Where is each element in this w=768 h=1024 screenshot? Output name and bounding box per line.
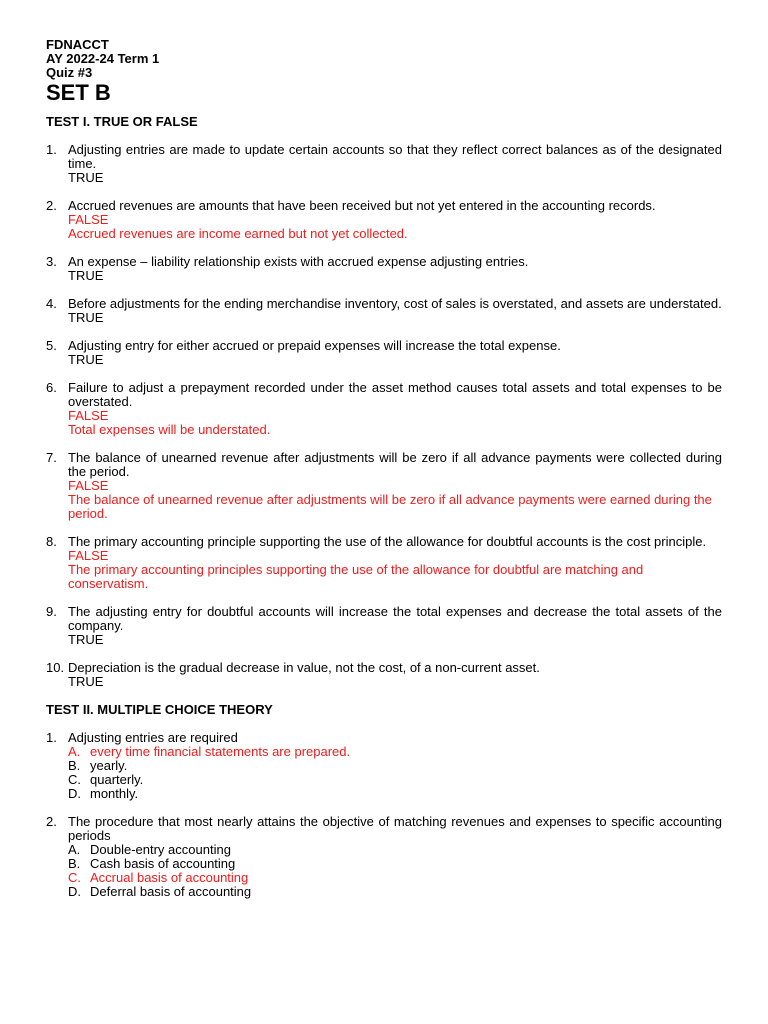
item-number: 10. — [46, 660, 65, 675]
item-number: 2. — [46, 814, 57, 829]
tf-item — [46, 661, 722, 689]
option-letter: C. — [68, 870, 81, 885]
answer: TRUE — [68, 170, 104, 185]
question-text: The adjusting entry for doubtful accounts will increase the total expenses and decrease the total assets of the company. — [68, 604, 722, 633]
option-letter: C. — [68, 772, 81, 787]
item-body — [68, 381, 722, 437]
explanation: The balance of unearned revenue after adjustments will be zero if all advance payments were earned during the period. — [68, 492, 712, 521]
item-body — [68, 199, 722, 241]
question-text: The balance of unearned revenue after adjustments will be zero if all advance payments were collected during the period. — [68, 450, 722, 479]
answer: TRUE — [68, 268, 104, 283]
option-text: Cash basis of accounting — [90, 856, 236, 871]
option-text: quarterly. — [90, 772, 144, 787]
item-body — [68, 605, 722, 647]
tf-item — [46, 381, 722, 437]
option-letter: B. — [68, 856, 81, 871]
explanation: Total expenses will be understated. — [68, 422, 271, 437]
quiz-number: Quiz #3 — [46, 65, 93, 80]
test1-title: TEST I. TRUE OR FALSE — [46, 114, 198, 129]
answer: FALSE — [68, 548, 109, 563]
question-text: Failure to adjust a prepayment recorded under the asset method causes total assets and total expenses to be overstated. — [68, 380, 722, 409]
correct-option — [68, 745, 722, 759]
option — [68, 885, 722, 899]
option — [68, 759, 722, 773]
item-body — [68, 661, 722, 689]
mc-item — [46, 815, 722, 899]
question-text: The procedure that most nearly attains the objective of matching revenues and expenses to specific accounting periods — [68, 814, 722, 843]
test2-title: TEST II. MULTIPLE CHOICE THEORY — [46, 702, 273, 717]
question-text: An expense – liability relationship exists with accrued expense adjusting entries. — [68, 254, 529, 269]
item-body — [68, 339, 722, 367]
tf-item — [46, 143, 722, 185]
item-body — [68, 143, 722, 185]
answer: FALSE — [68, 408, 109, 423]
option-letter: D. — [68, 884, 81, 899]
tf-item — [46, 605, 722, 647]
item-body — [68, 451, 722, 521]
item-number: 7. — [46, 450, 57, 465]
option-letter: D. — [68, 786, 81, 801]
tf-item — [46, 339, 722, 367]
answer: TRUE — [68, 352, 104, 367]
question-text: Adjusting entries are required — [68, 730, 238, 745]
option-letter: B. — [68, 758, 81, 773]
option-letter: A. — [68, 842, 81, 857]
item-number: 4. — [46, 296, 57, 311]
answer: FALSE — [68, 212, 109, 227]
tf-item — [46, 255, 722, 283]
answer: FALSE — [68, 478, 109, 493]
option-text: Double-entry accounting — [90, 842, 231, 857]
item-number: 1. — [46, 730, 57, 745]
multiple-choice-list — [46, 731, 722, 899]
mc-item — [46, 731, 722, 801]
explanation: The primary accounting principles supporting the use of the allowance for doubtful are matching and conservatism. — [68, 562, 644, 591]
answer: TRUE — [68, 310, 104, 325]
item-number: 8. — [46, 534, 57, 549]
question-text: The primary accounting principle supporting the use of the allowance for doubtful accounts is the cost principle. — [68, 534, 707, 549]
option — [68, 773, 722, 787]
option-text: monthly. — [90, 786, 139, 801]
option-text: Deferral basis of accounting — [90, 884, 252, 899]
option-letter: A. — [68, 744, 81, 759]
academic-term: AY 2022-24 Term 1 — [46, 51, 160, 66]
item-number: 5. — [46, 338, 57, 353]
answer: TRUE — [68, 674, 104, 689]
question-text: Accrued revenues are amounts that have been received but not yet entered in the accounting records. — [68, 198, 656, 213]
question-text: Before adjustments for the ending merchandise inventory, cost of sales is overstated, and assets are understated. — [68, 296, 722, 311]
item-body — [68, 535, 722, 591]
item-number: 2. — [46, 198, 57, 213]
tf-item — [46, 297, 722, 325]
item-body — [68, 297, 722, 325]
tf-item — [46, 199, 722, 241]
option — [68, 787, 722, 801]
item-body — [68, 731, 722, 801]
option-text: every time financial statements are prepared. — [90, 744, 351, 759]
explanation: Accrued revenues are income earned but not yet collected. — [68, 226, 408, 241]
course-code: FDNACCT — [46, 37, 109, 52]
tf-item — [46, 535, 722, 591]
item-body — [68, 255, 722, 283]
item-number: 1. — [46, 142, 57, 157]
true-false-list — [46, 143, 722, 689]
item-number: 3. — [46, 254, 57, 269]
tf-item — [46, 451, 722, 521]
item-number: 6. — [46, 380, 57, 395]
correct-option — [68, 871, 722, 885]
answer: TRUE — [68, 632, 104, 647]
question-text: Adjusting entry for either accrued or prepaid expenses will increase the total expense. — [68, 338, 561, 353]
question-text: Adjusting entries are made to update certain accounts so that they reflect correct balances as of the designated time. — [68, 142, 722, 171]
set-title: SET B — [46, 80, 111, 105]
option — [68, 857, 722, 871]
question-text: Depreciation is the gradual decrease in value, not the cost, of a non-current asset. — [68, 660, 540, 675]
option — [68, 843, 722, 857]
option-text: yearly. — [90, 758, 128, 773]
item-number: 9. — [46, 604, 57, 619]
option-text: Accrual basis of accounting — [90, 870, 249, 885]
item-body — [68, 815, 722, 899]
